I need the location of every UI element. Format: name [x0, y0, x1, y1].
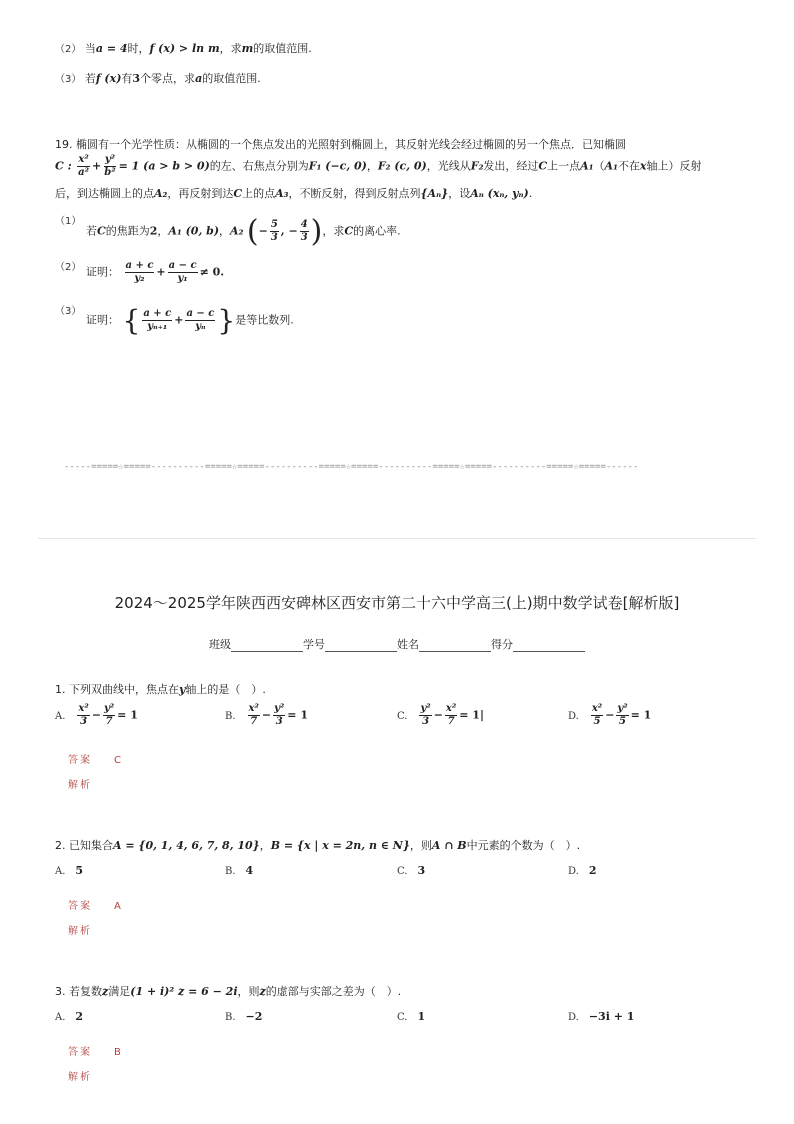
q19-part3: 证明： { $\frac{a + c}{\text{yₙ₊₁}}$ + $\frac{a - c}{\text{yₙ}}$ }是等比数列.	[86, 304, 294, 337]
answer-label: 答案	[68, 755, 92, 766]
q3-option-b[interactable]: B. −2	[225, 1010, 263, 1023]
question-2-stem: 2. 已知集合A = {0, 1, 4, 6, 7, 8, 10}，B = {x | x = 2n, n ∈ N}，则A ∩ B中元素的个数为（ ）.	[55, 839, 581, 852]
score-blank[interactable]	[513, 639, 585, 652]
q1-option-b[interactable]: B. $\frac{\text{x²}}{7}$ − $\frac{\text{y²}}{3}$ = 1	[225, 703, 308, 727]
paper-title: 2024～2025学年陕西西安碑林区西安市第二十六中学高三(上)期中数学试卷[解析版]	[114, 594, 680, 612]
q1-answer-row	[68, 751, 123, 766]
field-id: 学号	[303, 638, 325, 651]
q3-answer-row	[68, 1043, 123, 1058]
page-separator	[38, 538, 756, 539]
answer-label: 答案	[68, 1047, 92, 1058]
q1-analysis-label: 解析	[68, 780, 92, 791]
field-name: 姓名	[397, 638, 419, 651]
fraction: $\frac{4}{3}$	[300, 219, 308, 243]
q3-option-a[interactable]: A. 2	[55, 1010, 84, 1023]
q19-part3-num: （3）	[55, 306, 82, 317]
q19-line1: 19. 椭圆有一个光学性质：从椭圆的一个焦点发出的光照射到椭圆上，其反射光线会经过椭圆的另一个焦点．已知椭圆	[55, 138, 626, 151]
q19-part2-num: （2）	[55, 262, 82, 273]
answer-value: B	[114, 1047, 123, 1058]
q19-part1-num: （1）	[55, 216, 82, 227]
q19-line3: 后，到达椭圆上的点A₂，再反射到达C上的点A₃，不断反射，得到反射点列{Aₙ}，设Aₙ (xₙ, yₙ).	[55, 187, 533, 200]
fraction: $\frac{\text{y²}}{\text{b²}}$	[104, 154, 116, 178]
q2-option-b[interactable]: B. 4	[225, 864, 254, 877]
q2-option-a[interactable]: A. 5	[55, 864, 84, 877]
answer-value: C	[114, 755, 123, 766]
fraction: $\frac{a - c}{\text{y₁}}$	[168, 260, 197, 284]
question-1-stem: 1. 下列双曲线中，焦点在y轴上的是（ ）.	[55, 683, 266, 696]
q1-option-d[interactable]: D. $\frac{\text{x²}}{5}$ − $\frac{\text{y²}}{5}$ = 1	[568, 703, 652, 727]
question-3-stem: 3. 若复数z满足(1 + i)² z = 6 − 2i，则z的虚部与实部之差为（ ）.	[55, 985, 402, 998]
q2-answer-row	[68, 897, 123, 912]
answer-label: 答案	[68, 901, 92, 912]
answer-value: A	[114, 901, 123, 912]
fraction: $\frac{a - c}{\text{yₙ}}$	[186, 308, 215, 332]
field-class: 班级	[209, 638, 231, 651]
q19-part2: 证明： $\frac{a + c}{\text{y₂}}$ + $\frac{a - c}{\text{y₁}}$ ≠ 0.	[86, 260, 225, 284]
fraction: $\frac{a + c}{\text{y₂}}$	[125, 260, 154, 284]
fraction: $\frac{a + c}{\text{yₙ₊₁}}$	[143, 308, 172, 332]
q2-analysis-label: 解析	[68, 926, 92, 937]
star-divider: -----=====☆=====----------=====☆=====----------=====☆=====----------=====☆=====----------=====☆=====------	[64, 462, 639, 472]
class-blank[interactable]	[231, 639, 303, 652]
q2-option-d[interactable]: D. 2	[568, 864, 597, 877]
id-blank[interactable]	[325, 639, 397, 652]
name-blank[interactable]	[419, 639, 491, 652]
fraction: $\frac{5}{3}$	[270, 219, 278, 243]
q19-line2: C : $\frac{\text{x²}}{\text{a²}}$ + $\frac{\text{y²}}{\text{b²}}$ = 1 (a > b > 0)的左、右焦点分别为F₁ (−c, 0)，F₂ (c, 0)，光线从F₂发出，经过C上一点A₁（A₁不在x轴上）反射	[55, 154, 702, 178]
q3-option-d[interactable]: D. −3i + 1	[568, 1010, 635, 1023]
q19-part1: 若C的焦距为2，A₁ (0, b)，A₂ (− $\frac{5}{3}$ , − $\frac{4}{3}$ )，求C的离心率.	[86, 214, 401, 249]
q18-part2: （2） 当a = 4时，f (x) > ln m，求m的取值范围.	[55, 42, 312, 55]
q1-option-c[interactable]: C. $\frac{\text{y²}}{3}$ − $\frac{\text{x²}}{7}$ = 1|	[397, 703, 484, 727]
q2-option-c[interactable]: C. 3	[397, 864, 426, 877]
q3-option-c[interactable]: C. 1	[397, 1010, 426, 1023]
q1-option-a[interactable]: A. $\frac{\text{x²}}{3}$ − $\frac{\text{y²}}{7}$ = 1	[55, 703, 138, 727]
q18-part3: （3） 若f (x)有3个零点，求a的取值范围.	[55, 72, 261, 85]
q3-analysis-label: 解析	[68, 1072, 92, 1083]
info-fields	[0, 636, 794, 652]
fraction: $\frac{\text{x²}}{\text{a²}}$	[78, 154, 90, 178]
field-score: 得分	[491, 638, 513, 651]
